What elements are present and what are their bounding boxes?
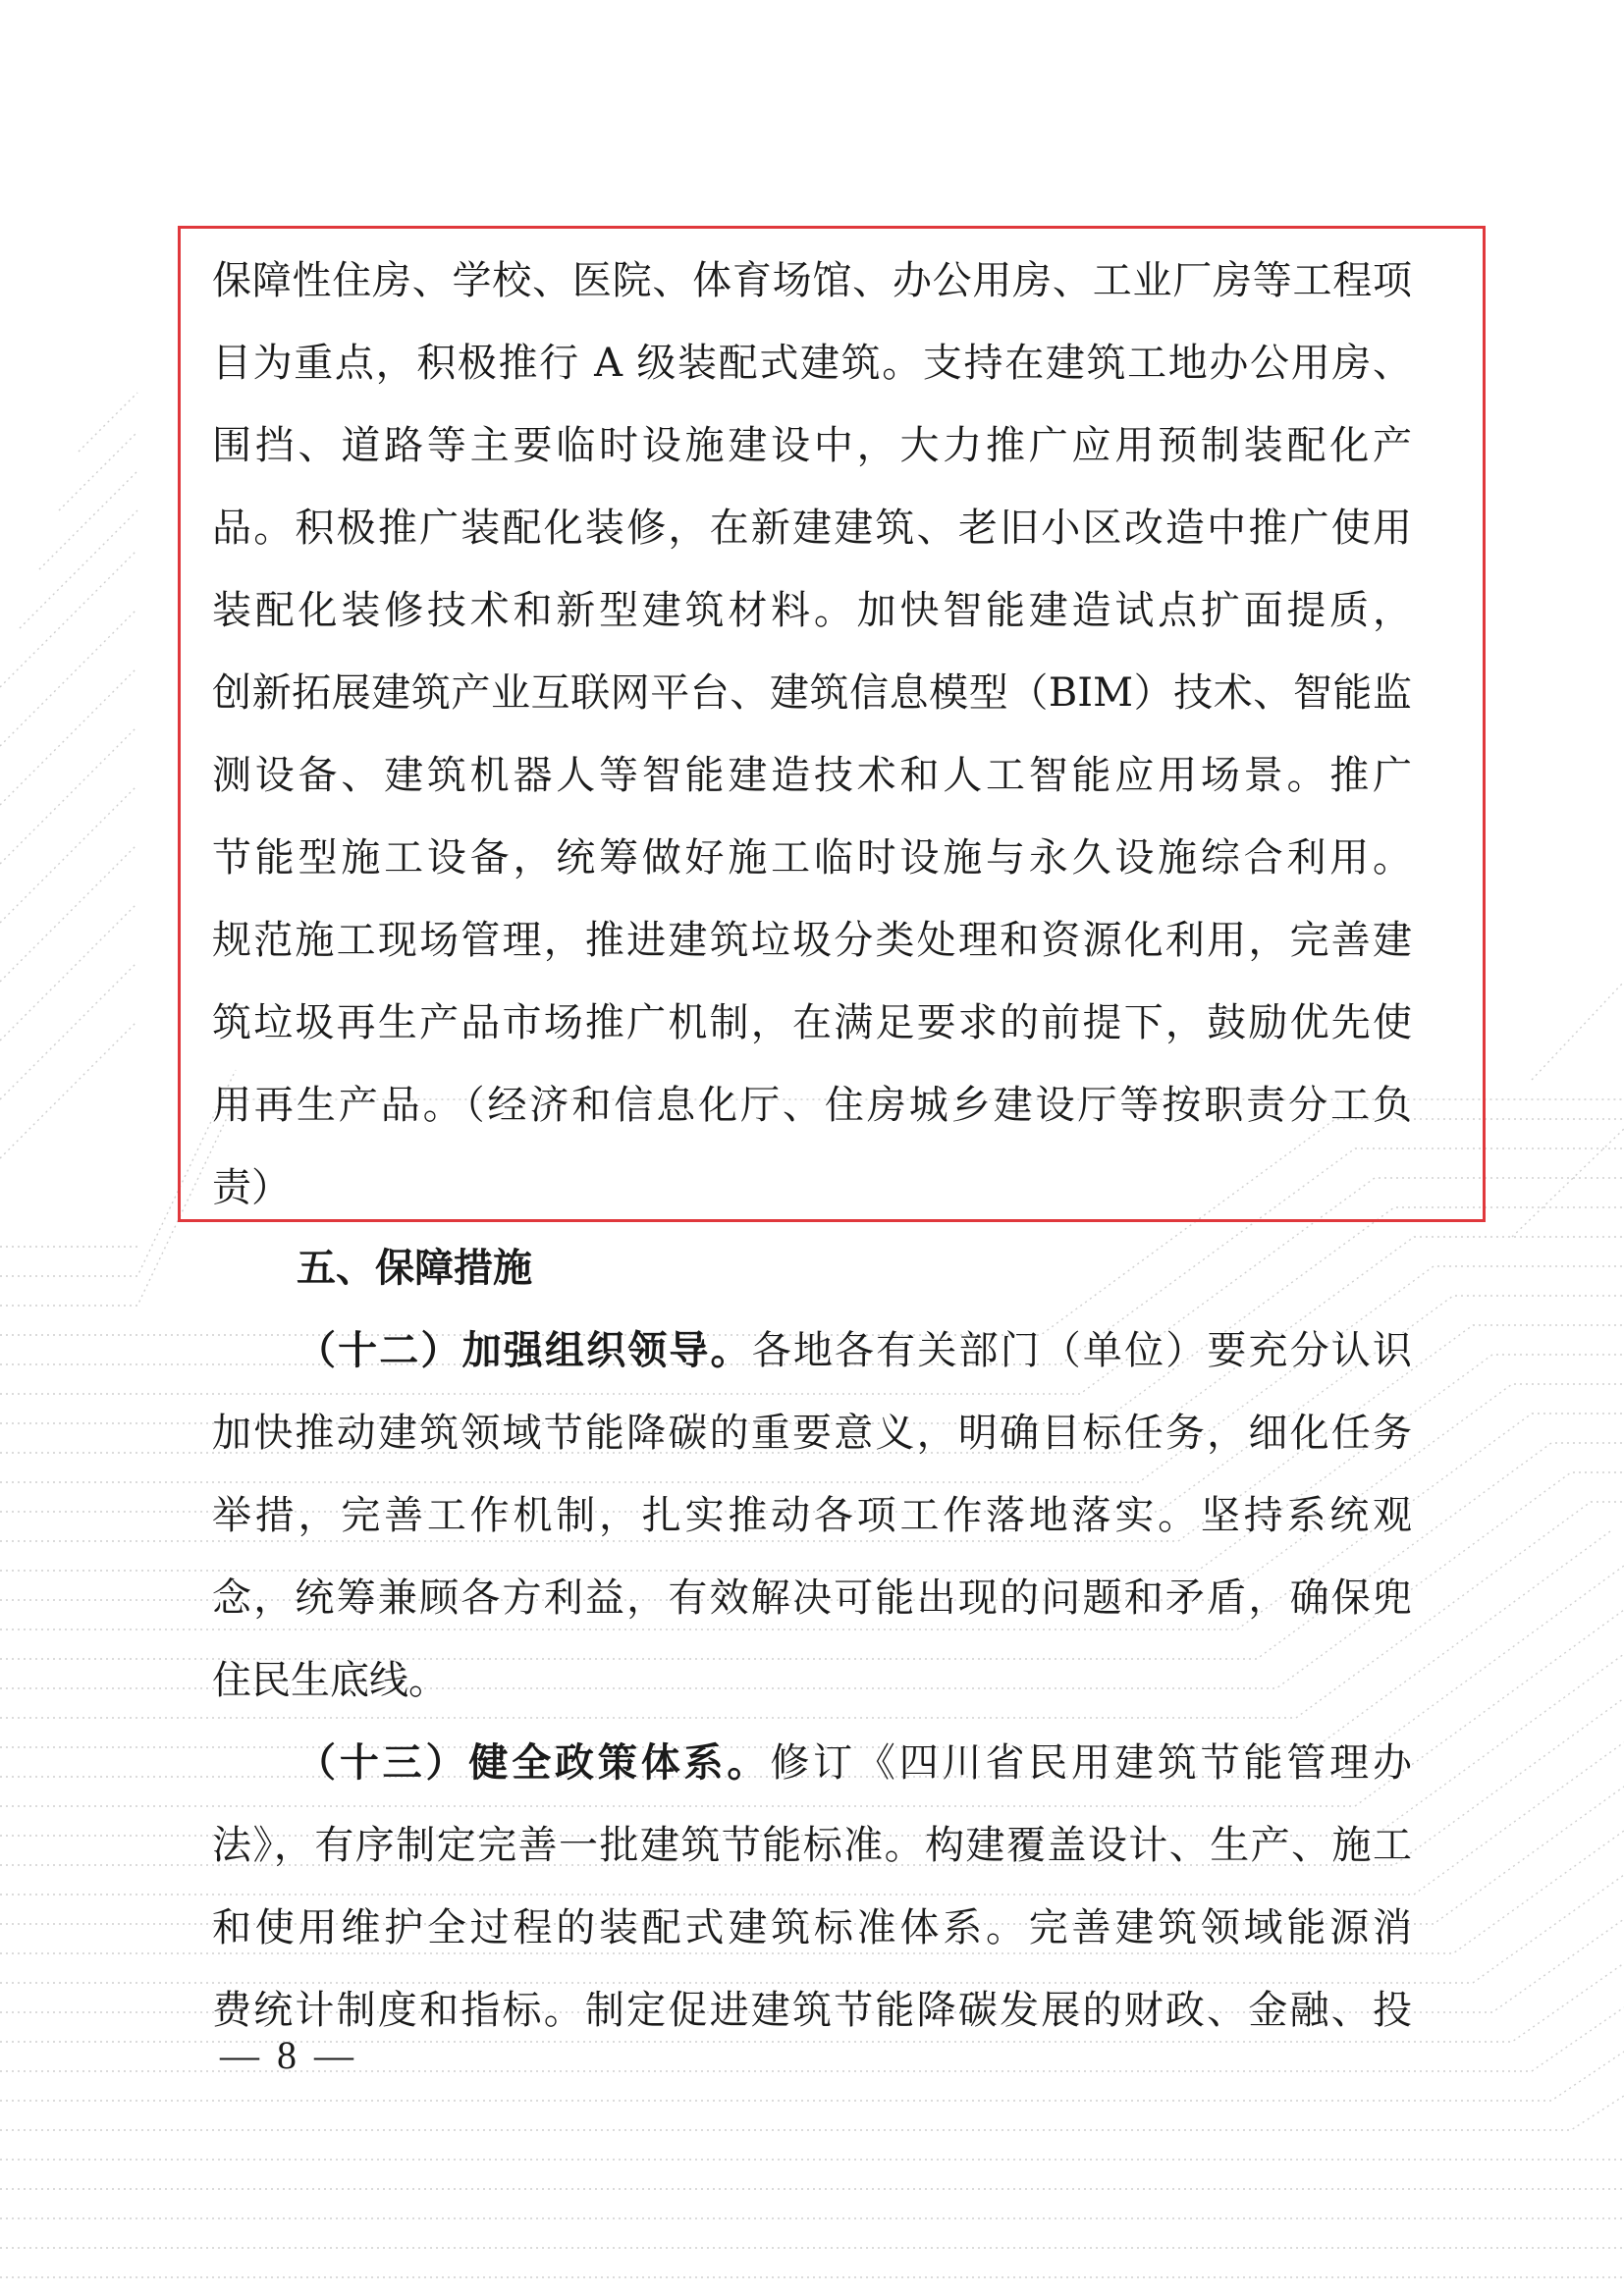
- paragraph-line: 加快推动建筑领域节能降碳的重要意义，明确目标任务，细化任务: [212, 1411, 1412, 1456]
- paragraph-line: 保障性住房、学校、医院、体育场馆、办公用房、工业厂房等工程项: [212, 258, 1412, 303]
- paragraph-line: 节能型施工设备，统筹做好施工临时设施与永久设施综合利用。: [212, 835, 1412, 881]
- paragraph-line: 念，统筹兼顾各方利益，有效解决可能出现的问题和矛盾，确保兜: [212, 1575, 1412, 1621]
- paragraph-line: 住民生底线。: [212, 1658, 448, 1703]
- paragraph-line: （十二）加强组织领导。各地各有关部门（单位）要充分认识: [297, 1327, 1413, 1373]
- paragraph-line: 装配化装修技术和新型建筑材料。加快智能建造试点扩面提质，: [212, 588, 1412, 633]
- paragraph-line: 创新拓展建筑产业互联网平台、建筑信息模型（BIM）技术、智能监: [212, 670, 1412, 716]
- item-12-title: （十二）加强组织领导。: [297, 1327, 752, 1373]
- page-number: — 8 —: [220, 2033, 357, 2077]
- paragraph-line: 举措，完善工作机制，扎实推动各项工作落地落实。坚持系统观: [212, 1493, 1412, 1538]
- paragraph-line: 法》，有序制定完善一批建筑节能标准。构建覆盖设计、生产、施工: [212, 1823, 1412, 1868]
- paragraph-line: 规范施工现场管理，推进建筑垃圾分类处理和资源化利用，完善建: [212, 918, 1412, 963]
- item-12-paragraph: [212, 1309, 1412, 1722]
- section-heading: 五、保障措施: [297, 1246, 532, 1291]
- paragraph-line: 费统计制度和指标。制定促进建筑节能降碳发展的财政、金融、投: [212, 1988, 1412, 2033]
- paragraph-line: 用再生产品。（经济和信息化厅、住房城乡建设厅等按职责分工负: [212, 1083, 1412, 1128]
- paragraph-line: 品。积极推广装配化装修，在新建建筑、老旧小区改造中推广使用: [212, 506, 1412, 551]
- paragraph-line: 和使用维护全过程的装配式建筑标准体系。完善建筑领域能源消: [212, 1905, 1412, 1950]
- paragraph-line: 筑垃圾再生产品市场推广机制，在满足要求的前提下，鼓励优先使: [212, 1000, 1412, 1045]
- paragraph-line: 围挡、道路等主要临时设施建设中，大力推广应用预制装配化产: [212, 423, 1412, 468]
- paragraph-line: 责）: [212, 1165, 291, 1210]
- highlighted-paragraph: [212, 240, 1412, 1229]
- item-13-paragraph: [212, 1722, 1412, 2052]
- paragraph-line: （十三）健全政策体系。修订《四川省民用建筑节能管理办: [297, 1739, 1413, 1786]
- item-13-title: （十三）健全政策体系。: [297, 1739, 771, 1786]
- paragraph-line: 目为重点，积极推行 A 级装配式建筑。支持在建筑工地办公用房、: [212, 341, 1412, 386]
- paragraph-line: 测设备、建筑机器人等智能建造技术和人工智能应用场景。推广: [212, 753, 1412, 798]
